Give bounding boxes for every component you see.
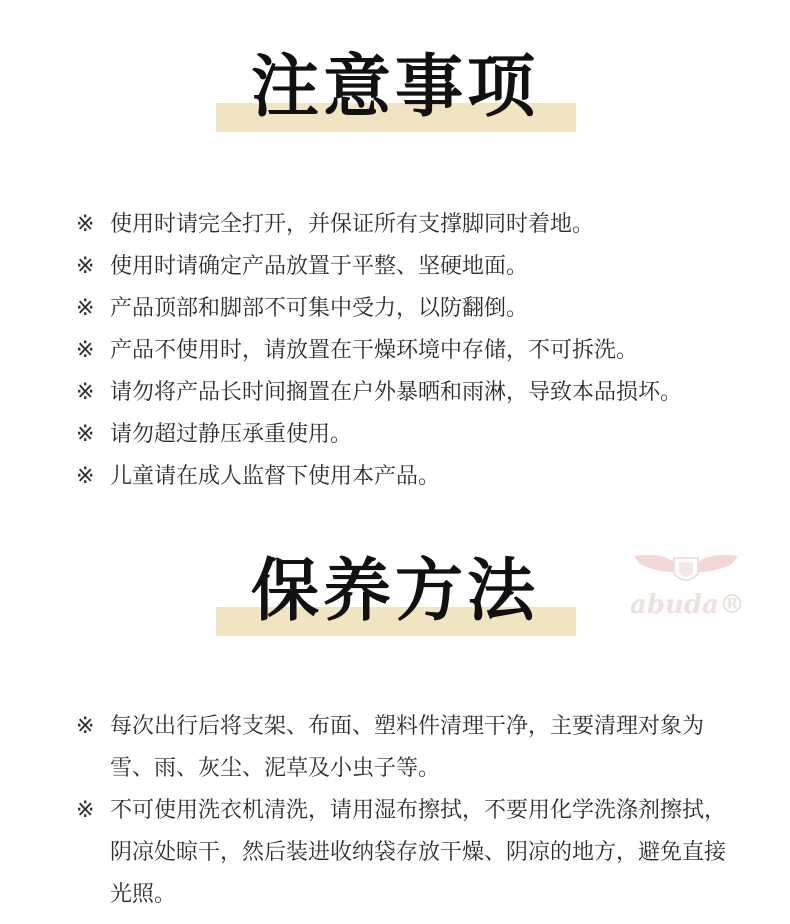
care-title: 保养方法 (250, 552, 539, 631)
care-list (76, 706, 730, 916)
reference-mark-icon: ※ (76, 338, 95, 363)
list-item (76, 372, 730, 414)
care-text: 每次出行后将支架、布面、塑料件清理干净，主要清理对象为雪、雨、灰尘、泥草及小虫子等。 (110, 714, 705, 781)
note-text: 产品顶部和脚部不可集中受力，以防翻倒。 (110, 296, 529, 321)
notes-title: 注意事项 (250, 48, 539, 127)
reference-mark-icon: ※ (76, 212, 95, 237)
care-heading (0, 552, 790, 632)
reference-mark-icon: ※ (76, 254, 95, 279)
note-text: 产品不使用时，请放置在干燥环境中存储，不可拆洗。 (110, 338, 639, 363)
list-item (76, 288, 730, 330)
watermark-text: abuda® (630, 590, 745, 620)
note-text: 儿童请在成人监督下使用本产品。 (110, 464, 441, 489)
list-item (76, 330, 730, 372)
reference-mark-icon: ※ (76, 296, 95, 321)
note-text: 请勿将产品长时间搁置在户外暴晒和雨淋，导致本品损坏。 (110, 380, 683, 405)
list-item (76, 790, 730, 916)
list-item (76, 414, 730, 456)
reference-mark-icon: ※ (76, 464, 95, 489)
notes-list (76, 204, 730, 498)
reference-mark-icon: ※ (76, 798, 95, 823)
note-text: 请勿超过静压承重使用。 (110, 422, 353, 447)
reference-mark-icon: ※ (76, 422, 95, 447)
list-item (76, 456, 730, 498)
note-text: 使用时请确定产品放置于平整、坚硬地面。 (110, 254, 529, 279)
reference-mark-icon: ※ (76, 714, 95, 739)
reference-mark-icon: ※ (76, 380, 95, 405)
care-text: 不可使用洗衣机清洗，请用湿布擦拭，不要用化学洗涤剂擦拭，阴凉处晾干，然后装进收纳袋存放干燥、阴凉的地方，避免直接光照。 (110, 798, 727, 907)
notes-heading (0, 48, 790, 128)
list-item (76, 246, 730, 288)
note-text: 使用时请完全打开，并保证所有支撑脚同时着地。 (110, 212, 595, 237)
list-item (76, 706, 730, 790)
list-item (76, 204, 730, 246)
